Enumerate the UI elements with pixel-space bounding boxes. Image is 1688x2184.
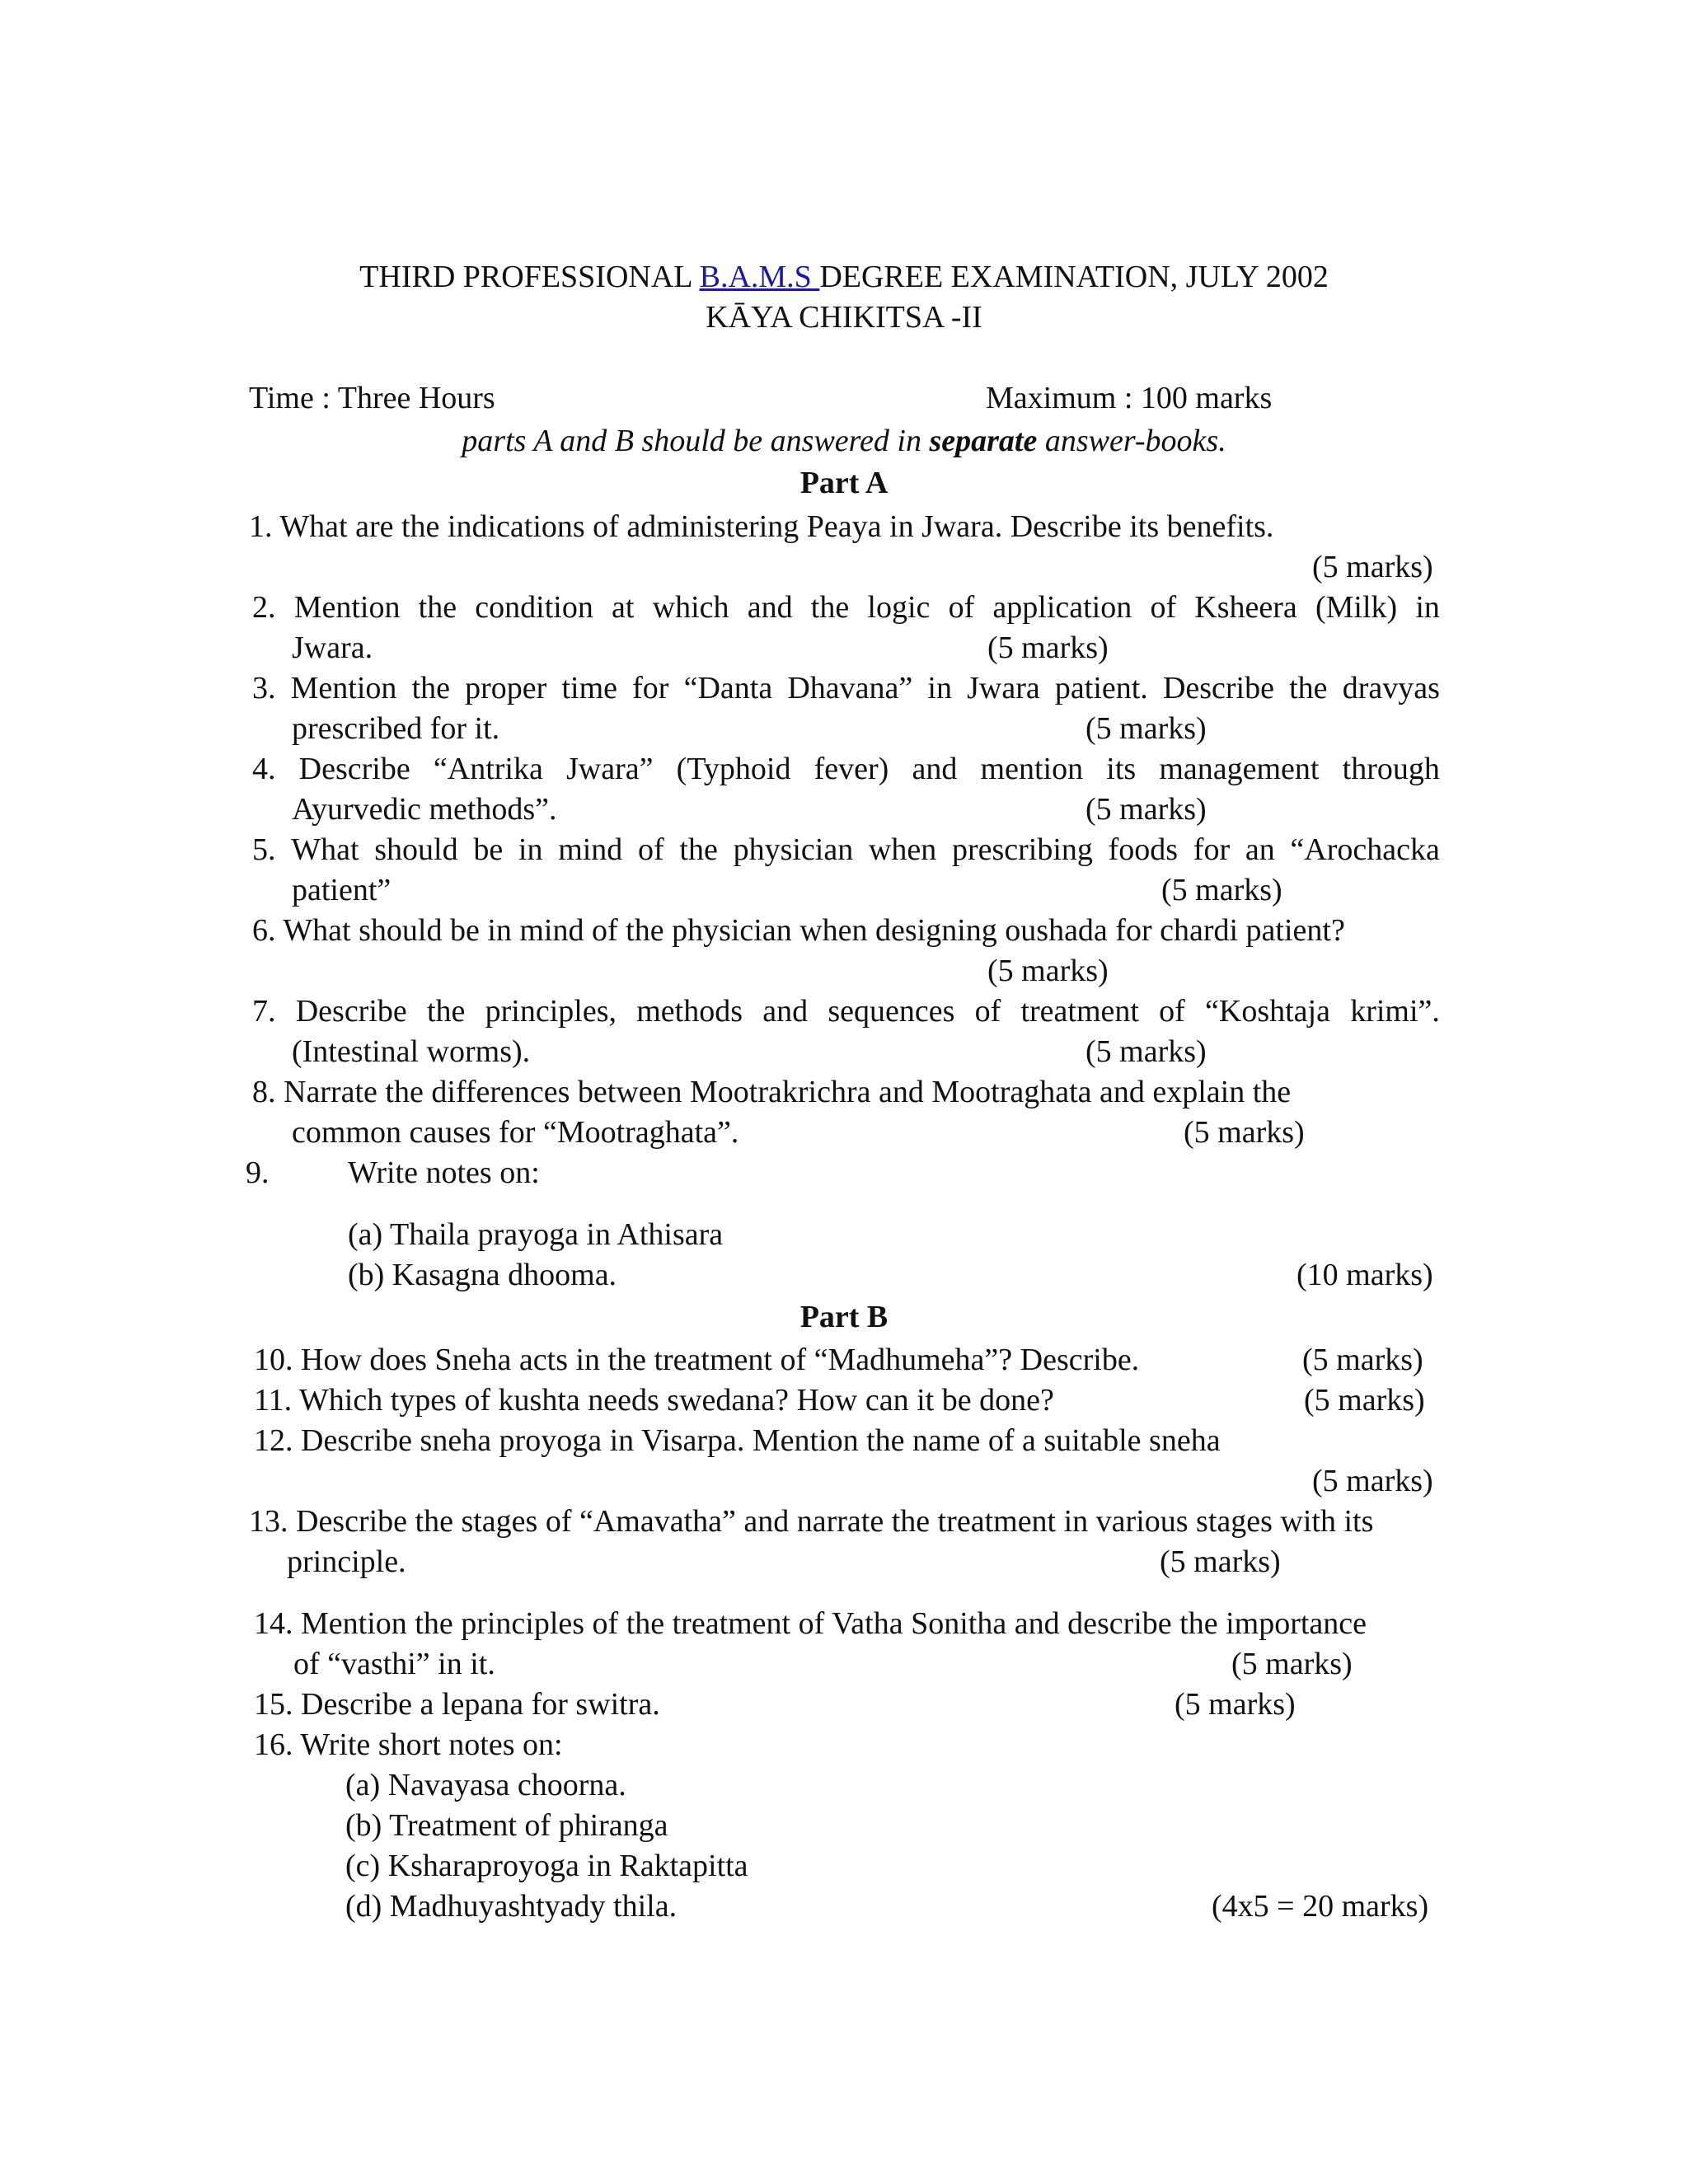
q2-word: which (652, 590, 729, 625)
q7-word: krimi”. (1350, 994, 1440, 1029)
q3-word: proper (465, 671, 547, 705)
question-11: 11. Which types of kushta needs swedana? How can it be done? (254, 1383, 1054, 1418)
question-6: 6. What should be in mind of the physician when designing oushada for chardi patient? (252, 913, 1345, 948)
q4-word: Describe (298, 752, 410, 786)
q4-word: 4. (252, 752, 276, 786)
q2-word: the (810, 590, 850, 625)
question-7-marks: (5 marks) (1085, 1034, 1207, 1069)
time-allowed: Time : Three Hours (249, 381, 495, 415)
q3-word: dravyas (1342, 671, 1440, 705)
question-10-marks: (5 marks) (1302, 1343, 1423, 1377)
q5-word: of (638, 832, 664, 867)
question-16a: (a) Navayasa choorna. (345, 1768, 626, 1802)
q2-word: and (747, 590, 793, 625)
question-7-cont: (Intestinal worms). (292, 1034, 531, 1069)
question-8: 8. Narrate the differences between Mootrakrichra and Mootraghata and explain the (252, 1075, 1292, 1109)
q5-word: physician (733, 832, 854, 867)
q7-word: Describe (295, 994, 407, 1029)
q4-word: its (1106, 752, 1137, 786)
q2-word: 2. (252, 590, 276, 625)
q7-word: 7. (252, 994, 276, 1029)
q3-word: 3. (252, 671, 276, 705)
question-12-marks: (5 marks) (1312, 1464, 1433, 1498)
question-3-marks: (5 marks) (1085, 711, 1207, 746)
question-9-number: 9. (246, 1155, 270, 1190)
q2-word: Ksheera (1194, 590, 1297, 625)
q4-word: (Typhoid (676, 752, 791, 786)
q5-word: What (291, 832, 359, 867)
instruction-post: answer-books. (1037, 424, 1226, 458)
q3-word: for (632, 671, 669, 705)
question-1: 1. What are the indications of administering Peaya in Jwara. Describe its benefits. (249, 509, 1274, 544)
q2-word: at (612, 590, 635, 625)
question-7 (252, 996, 1440, 1027)
question-1-marks: (5 marks) (1312, 550, 1433, 584)
q2-word: application (992, 590, 1132, 625)
q5-word: the (679, 832, 718, 867)
question-13-cont: principle. (287, 1544, 406, 1579)
instruction-bold: separate (929, 424, 1038, 458)
q3-word: in (927, 671, 952, 705)
q5-word: “Arochacka (1290, 832, 1440, 867)
question-13-marks: (5 marks) (1160, 1544, 1281, 1579)
q7-word: of (1159, 994, 1185, 1029)
question-2 (252, 592, 1440, 623)
part-b-heading: Part B (799, 1300, 889, 1334)
question-15-marks: (5 marks) (1175, 1687, 1296, 1722)
q5-word: foods (1108, 832, 1179, 867)
question-8-marks: (5 marks) (1184, 1115, 1305, 1150)
q3-word: the (411, 671, 450, 705)
question-8-cont: common causes for “Mootraghata”. (292, 1115, 739, 1150)
q5-word: prescribing (951, 832, 1093, 867)
q2-word: logic (867, 590, 931, 625)
q3-word: Dhavana” (787, 671, 913, 705)
q3-word: Jwara (967, 671, 1040, 705)
q5-word: when (868, 832, 937, 867)
q4-word: management (1159, 752, 1320, 786)
q3-word: Describe (1162, 671, 1274, 705)
exam-title (0, 261, 1688, 293)
q4-word: and (912, 752, 958, 786)
question-16-marks: (4x5 = 20 marks) (1212, 1889, 1429, 1924)
q4-word: fever) (814, 752, 889, 786)
question-14-cont: of “vasthi” in it. (293, 1647, 495, 1681)
q5-word: an (1245, 832, 1275, 867)
q7-word: methods (636, 994, 743, 1029)
q2-word: of (948, 590, 975, 625)
q5-word: be (473, 832, 504, 867)
question-15: 15. Describe a lepana for switra. (254, 1687, 660, 1722)
question-13: 13. Describe the stages of “Amavatha” and narrate the treatment in various stages with its (249, 1504, 1374, 1539)
q5-word: in (518, 832, 543, 867)
degree-link[interactable]: B.A.M.S (699, 260, 820, 294)
q2-word: (Milk) (1315, 590, 1398, 625)
question-9a: (a) Thaila prayoga in Athisara (348, 1217, 724, 1252)
q4-word: mention (980, 752, 1084, 786)
question-9: Write notes on: (348, 1155, 540, 1190)
q7-word: “Koshtaja (1205, 994, 1330, 1029)
question-4-cont: Ayurvedic methods”. (292, 792, 557, 827)
q5-word: for (1193, 832, 1231, 867)
q4-word: “Antrika (433, 752, 543, 786)
q7-word: of (974, 994, 1001, 1029)
question-5-marks: (5 marks) (1161, 873, 1282, 907)
title-suffix: DEGREE EXAMINATION, JULY 2002 (819, 260, 1329, 294)
q2-word: the (418, 590, 457, 625)
q2-word: in (1415, 590, 1440, 625)
q7-word: sequences (828, 994, 955, 1029)
question-16: 16. Write short notes on: (254, 1727, 563, 1762)
question-16b: (b) Treatment of phiranga (345, 1808, 668, 1843)
subject-title: KĀYA CHIKITSA -II (706, 300, 982, 335)
question-3 (252, 673, 1440, 704)
maximum-marks: Maximum : 100 marks (986, 381, 1273, 415)
q4-word: Jwara” (566, 752, 654, 786)
question-16c: (c) Ksharaproyoga in Raktapitta (345, 1849, 748, 1883)
q7-word: and (762, 994, 809, 1029)
instruction-line (0, 425, 1688, 457)
q3-word: “Danta (683, 671, 773, 705)
question-11-marks: (5 marks) (1304, 1383, 1425, 1418)
q3-word: Mention (290, 671, 397, 705)
question-9b: (b) Kasagna dhooma. (348, 1258, 617, 1292)
q4-word: through (1342, 752, 1440, 786)
question-5 (252, 834, 1440, 865)
title-prefix: THIRD PROFESSIONAL (359, 260, 700, 294)
question-4 (252, 753, 1440, 785)
q5-word: mind (558, 832, 623, 867)
question-12: 12. Describe sneha proyoga in Visarpa. Mention the name of a suitable sneha (254, 1423, 1221, 1458)
q7-word: the (426, 994, 466, 1029)
question-2-cont: Jwara. (292, 630, 373, 665)
question-14: 14. Mention the principles of the treatment of Vatha Sonitha and describe the importance (254, 1606, 1367, 1641)
q2-word: of (1150, 590, 1177, 625)
question-14-marks: (5 marks) (1231, 1647, 1353, 1681)
q2-word: Mention (293, 590, 401, 625)
question-2-marks: (5 marks) (987, 630, 1109, 665)
q3-word: the (1289, 671, 1328, 705)
question-4-marks: (5 marks) (1085, 792, 1207, 827)
q5-word: 5. (252, 832, 276, 867)
part-a-heading: Part A (799, 466, 889, 500)
question-16d: (d) Madhuyashtyady thila. (345, 1889, 678, 1924)
q5-word: should (374, 832, 458, 867)
q3-word: time (561, 671, 618, 705)
question-3-cont: prescribed for it. (292, 711, 500, 746)
q2-word: condition (475, 590, 593, 625)
instruction-pre: parts A and B should be answered in (462, 424, 930, 458)
question-5-cont: patient” (292, 873, 392, 907)
question-6-marks: (5 marks) (987, 954, 1109, 988)
q7-word: principles, (485, 994, 617, 1029)
q7-word: treatment (1020, 994, 1139, 1029)
question-9-marks: (10 marks) (1296, 1258, 1433, 1292)
q3-word: patient. (1054, 671, 1148, 705)
question-10: 10. How does Sneha acts in the treatment of “Madhumeha”? Describe. (254, 1343, 1140, 1377)
